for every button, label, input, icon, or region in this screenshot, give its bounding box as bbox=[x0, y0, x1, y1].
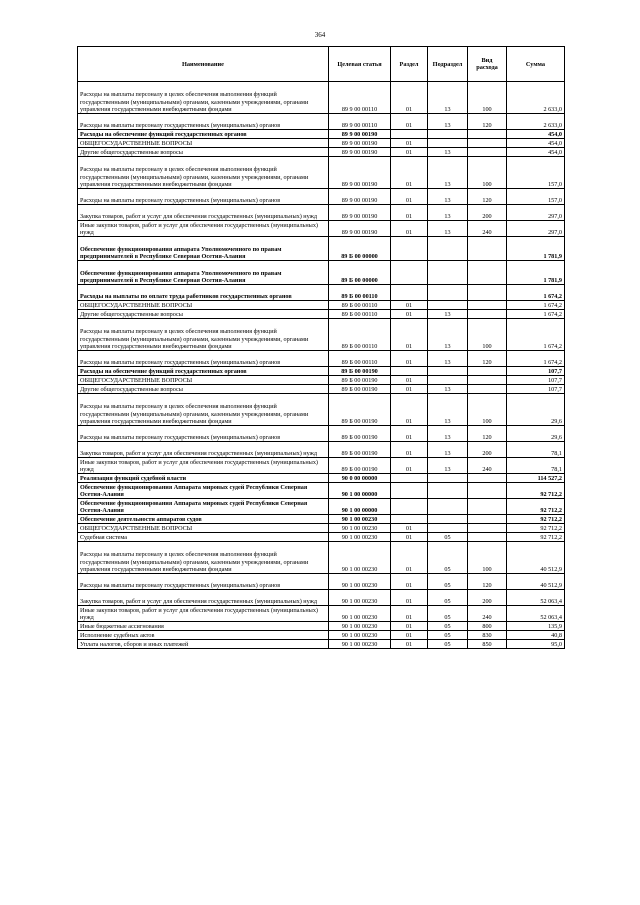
row-target-cell: 90 1 00 00230 bbox=[329, 606, 391, 622]
row-subsection-cell: 05 bbox=[428, 631, 468, 640]
row-name-cell: Реализация функций судебной власти bbox=[78, 474, 329, 483]
row-type-cell: 100 bbox=[468, 157, 507, 189]
row-target-cell: 89 Б 00 00110 bbox=[329, 351, 391, 367]
row-amount-cell: 1 781,9 bbox=[507, 261, 565, 285]
table-row bbox=[78, 385, 565, 394]
table-row bbox=[78, 319, 565, 351]
row-target-cell: 89 9 00 00190 bbox=[329, 221, 391, 237]
header-section: Раздел bbox=[391, 47, 428, 82]
table-row bbox=[78, 533, 565, 542]
table-row bbox=[78, 474, 565, 483]
table-row bbox=[78, 130, 565, 139]
row-subsection-cell: 13 bbox=[428, 351, 468, 367]
row-target-cell: 89 9 00 00190 bbox=[329, 157, 391, 189]
row-section-cell bbox=[391, 515, 428, 524]
row-amount-cell: 2 633,0 bbox=[507, 82, 565, 114]
table-row bbox=[78, 301, 565, 310]
row-type-cell: 120 bbox=[468, 574, 507, 590]
row-subsection-cell: 13 bbox=[428, 319, 468, 351]
row-amount-cell: 107,7 bbox=[507, 376, 565, 385]
row-amount-cell: 157,0 bbox=[507, 189, 565, 205]
row-subsection-cell: 13 bbox=[428, 114, 468, 130]
row-section-cell: 01 bbox=[391, 458, 428, 474]
table-row bbox=[78, 351, 565, 367]
row-type-cell: 100 bbox=[468, 394, 507, 426]
table-row bbox=[78, 574, 565, 590]
row-subsection-cell: 05 bbox=[428, 533, 468, 542]
table-row bbox=[78, 114, 565, 130]
row-subsection-cell bbox=[428, 130, 468, 139]
row-section-cell: 01 bbox=[391, 114, 428, 130]
row-subsection-cell: 05 bbox=[428, 542, 468, 574]
row-section-cell: 01 bbox=[391, 351, 428, 367]
table-body bbox=[78, 82, 565, 649]
row-section-cell bbox=[391, 367, 428, 376]
row-type-cell bbox=[468, 533, 507, 542]
row-section-cell: 01 bbox=[391, 631, 428, 640]
row-target-cell: 90 0 00 00000 bbox=[329, 474, 391, 483]
row-subsection-cell: 05 bbox=[428, 640, 468, 649]
table-row bbox=[78, 524, 565, 533]
table-row bbox=[78, 483, 565, 499]
row-name-cell: Расходы на обеспечение функций государственных органов bbox=[78, 130, 329, 139]
row-amount-cell: 2 633,0 bbox=[507, 114, 565, 130]
row-subsection-cell: 05 bbox=[428, 574, 468, 590]
row-name-cell: Обеспечение функционирования аппарата Уполномоченного по правам предпринимателей в Республике Северная Осетия-Алания bbox=[78, 261, 329, 285]
row-section-cell: 01 bbox=[391, 205, 428, 221]
row-target-cell: 89 9 00 00110 bbox=[329, 114, 391, 130]
row-name-cell: Расходы на выплаты персоналу государственных (муниципальных) органов bbox=[78, 574, 329, 590]
row-amount-cell: 40 512,9 bbox=[507, 542, 565, 574]
row-amount-cell: 107,7 bbox=[507, 385, 565, 394]
row-section-cell: 01 bbox=[391, 533, 428, 542]
row-section-cell: 01 bbox=[391, 524, 428, 533]
row-subsection-cell: 13 bbox=[428, 442, 468, 458]
row-amount-cell: 95,0 bbox=[507, 640, 565, 649]
row-subsection-cell bbox=[428, 474, 468, 483]
row-type-cell bbox=[468, 301, 507, 310]
row-subsection-cell: 13 bbox=[428, 221, 468, 237]
row-type-cell: 240 bbox=[468, 606, 507, 622]
row-name-cell: Другие общегосударственные вопросы bbox=[78, 148, 329, 157]
row-target-cell: 90 1 00 00230 bbox=[329, 574, 391, 590]
header-subsection: Подраздел bbox=[428, 47, 468, 82]
row-amount-cell: 107,7 bbox=[507, 367, 565, 376]
table-row bbox=[78, 237, 565, 261]
table-row bbox=[78, 606, 565, 622]
row-name-cell: Закупка товаров, работ и услуг для обеспечения государственных (муниципальных) нужд bbox=[78, 205, 329, 221]
row-name-cell: Расходы на выплаты персоналу государственных (муниципальных) органов bbox=[78, 426, 329, 442]
row-name-cell: Расходы на выплаты по оплате труда работников государственных органов bbox=[78, 285, 329, 301]
budget-table bbox=[77, 46, 565, 649]
row-target-cell: 89 Б 00 00190 bbox=[329, 426, 391, 442]
row-amount-cell: 454,0 bbox=[507, 139, 565, 148]
table-row bbox=[78, 261, 565, 285]
table-row bbox=[78, 515, 565, 524]
row-subsection-cell bbox=[428, 515, 468, 524]
row-name-cell: Судебная система bbox=[78, 533, 329, 542]
row-section-cell: 01 bbox=[391, 426, 428, 442]
table-row bbox=[78, 622, 565, 631]
row-target-cell: 90 1 00 00230 bbox=[329, 590, 391, 606]
row-target-cell: 89 9 00 00190 bbox=[329, 205, 391, 221]
row-target-cell: 89 9 00 00190 bbox=[329, 148, 391, 157]
row-name-cell: ОБЩЕГОСУДАРСТВЕННЫЕ ВОПРОСЫ bbox=[78, 376, 329, 385]
row-amount-cell: 454,0 bbox=[507, 130, 565, 139]
row-amount-cell: 297,0 bbox=[507, 221, 565, 237]
row-name-cell: Расходы на выплаты персоналу в целях обеспечения выполнения функций государственными (муниципальными) органами, казенными учреждениями, органами управления государственными внебюджетными фондами bbox=[78, 82, 329, 114]
row-target-cell: 89 9 00 00190 bbox=[329, 189, 391, 205]
row-type-cell: 200 bbox=[468, 205, 507, 221]
table-row bbox=[78, 426, 565, 442]
row-target-cell: 89 9 00 00110 bbox=[329, 82, 391, 114]
row-subsection-cell: 13 bbox=[428, 426, 468, 442]
table-row bbox=[78, 394, 565, 426]
row-subsection-cell bbox=[428, 237, 468, 261]
row-section-cell: 01 bbox=[391, 385, 428, 394]
table-row bbox=[78, 82, 565, 114]
row-amount-cell: 297,0 bbox=[507, 205, 565, 221]
row-subsection-cell: 05 bbox=[428, 606, 468, 622]
row-target-cell: 90 1 00 00230 bbox=[329, 524, 391, 533]
row-amount-cell: 92 712,2 bbox=[507, 515, 565, 524]
row-target-cell: 89 Б 00 00190 bbox=[329, 367, 391, 376]
row-section-cell: 01 bbox=[391, 442, 428, 458]
row-subsection-cell bbox=[428, 139, 468, 148]
row-target-cell: 89 Б 00 00000 bbox=[329, 237, 391, 261]
row-subsection-cell: 13 bbox=[428, 205, 468, 221]
row-amount-cell: 78,1 bbox=[507, 458, 565, 474]
row-subsection-cell bbox=[428, 261, 468, 285]
row-section-cell: 01 bbox=[391, 376, 428, 385]
table-row bbox=[78, 139, 565, 148]
row-type-cell bbox=[468, 376, 507, 385]
row-name-cell: Расходы на выплаты персоналу государственных (муниципальных) органов bbox=[78, 114, 329, 130]
row-name-cell: Расходы на выплаты персоналу государственных (муниципальных) органов bbox=[78, 351, 329, 367]
row-amount-cell: 454,0 bbox=[507, 148, 565, 157]
row-amount-cell: 157,0 bbox=[507, 157, 565, 189]
row-subsection-cell bbox=[428, 376, 468, 385]
row-subsection-cell: 13 bbox=[428, 394, 468, 426]
table-row bbox=[78, 221, 565, 237]
row-target-cell: 89 Б 00 00000 bbox=[329, 261, 391, 285]
row-name-cell: Уплата налогов, сборов и иных платежей bbox=[78, 640, 329, 649]
table-row bbox=[78, 499, 565, 515]
row-name-cell: Обеспечение функционирования аппарата Уполномоченного по правам предпринимателей в Республике Северная Осетия-Алания bbox=[78, 237, 329, 261]
row-amount-cell: 52 063,4 bbox=[507, 590, 565, 606]
table-row bbox=[78, 590, 565, 606]
page-number: 364 bbox=[314, 31, 326, 39]
row-target-cell: 90 1 00 00230 bbox=[329, 640, 391, 649]
row-target-cell: 89 9 00 00190 bbox=[329, 130, 391, 139]
row-amount-cell: 78,1 bbox=[507, 442, 565, 458]
table-row bbox=[78, 189, 565, 205]
row-name-cell: Иные бюджетные ассигнования bbox=[78, 622, 329, 631]
row-target-cell: 90 1 00 00230 bbox=[329, 542, 391, 574]
row-name-cell: Обеспечение функционирования Аппарата мировых судей Республики Северная Осетия-Алания bbox=[78, 499, 329, 515]
row-section-cell: 01 bbox=[391, 157, 428, 189]
row-target-cell: 90 1 00 00230 bbox=[329, 533, 391, 542]
row-name-cell: Закупка товаров, работ и услуг для обеспечения государственных (муниципальных) нужд bbox=[78, 590, 329, 606]
table-row bbox=[78, 148, 565, 157]
row-section-cell: 01 bbox=[391, 82, 428, 114]
row-amount-cell: 1 674,2 bbox=[507, 285, 565, 301]
row-name-cell: Исполнение судебных актов bbox=[78, 631, 329, 640]
row-type-cell: 240 bbox=[468, 458, 507, 474]
row-section-cell: 01 bbox=[391, 542, 428, 574]
row-subsection-cell bbox=[428, 285, 468, 301]
row-amount-cell: 29,6 bbox=[507, 426, 565, 442]
row-target-cell: 89 Б 00 00110 bbox=[329, 285, 391, 301]
table-row bbox=[78, 542, 565, 574]
row-target-cell: 89 Б 00 00110 bbox=[329, 319, 391, 351]
row-amount-cell: 92 712,2 bbox=[507, 483, 565, 499]
row-type-cell: 800 bbox=[468, 622, 507, 631]
row-type-cell bbox=[468, 148, 507, 157]
row-type-cell bbox=[468, 237, 507, 261]
row-amount-cell: 52 063,4 bbox=[507, 606, 565, 622]
row-name-cell: Иные закупки товаров, работ и услуг для обеспечения государственных (муниципальных) нужд bbox=[78, 221, 329, 237]
row-type-cell bbox=[468, 385, 507, 394]
table-row bbox=[78, 631, 565, 640]
row-type-cell: 120 bbox=[468, 114, 507, 130]
row-type-cell bbox=[468, 310, 507, 319]
row-amount-cell: 1 781,9 bbox=[507, 237, 565, 261]
row-type-cell bbox=[468, 367, 507, 376]
row-target-cell: 89 9 00 00190 bbox=[329, 139, 391, 148]
row-subsection-cell bbox=[428, 367, 468, 376]
row-amount-cell: 92 712,2 bbox=[507, 524, 565, 533]
row-section-cell: 01 bbox=[391, 394, 428, 426]
row-name-cell: Обеспечение деятельности аппаратов судов bbox=[78, 515, 329, 524]
table-row bbox=[78, 458, 565, 474]
row-section-cell bbox=[391, 237, 428, 261]
row-type-cell: 830 bbox=[468, 631, 507, 640]
table-row bbox=[78, 640, 565, 649]
row-subsection-cell: 13 bbox=[428, 148, 468, 157]
row-target-cell: 89 Б 00 00190 bbox=[329, 394, 391, 426]
row-type-cell bbox=[468, 130, 507, 139]
row-amount-cell: 1 674,2 bbox=[507, 319, 565, 351]
row-section-cell: 01 bbox=[391, 622, 428, 631]
row-name-cell: ОБЩЕГОСУДАРСТВЕННЫЕ ВОПРОСЫ bbox=[78, 524, 329, 533]
row-section-cell: 01 bbox=[391, 590, 428, 606]
row-name-cell: Иные закупки товаров, работ и услуг для обеспечения государственных (муниципальных) нужд bbox=[78, 606, 329, 622]
row-type-cell: 850 bbox=[468, 640, 507, 649]
row-section-cell: 01 bbox=[391, 574, 428, 590]
row-target-cell: 89 Б 00 00190 bbox=[329, 376, 391, 385]
row-target-cell: 89 Б 00 00110 bbox=[329, 301, 391, 310]
row-name-cell: Расходы на выплаты персоналу в целях обеспечения выполнения функций государственными (муниципальными) органами, казенными учреждениями, органами управления государственными внебюджетными фондами bbox=[78, 542, 329, 574]
header-name: Наименование bbox=[78, 47, 329, 82]
row-type-cell: 120 bbox=[468, 189, 507, 205]
row-section-cell bbox=[391, 130, 428, 139]
table-row bbox=[78, 205, 565, 221]
row-target-cell: 90 1 00 00230 bbox=[329, 631, 391, 640]
row-section-cell: 01 bbox=[391, 319, 428, 351]
row-type-cell bbox=[468, 285, 507, 301]
row-subsection-cell: 05 bbox=[428, 590, 468, 606]
header-expense-type: Вид расхода bbox=[468, 47, 507, 82]
row-amount-cell: 92 712,2 bbox=[507, 499, 565, 515]
row-subsection-cell bbox=[428, 483, 468, 499]
row-name-cell: Расходы на обеспечение функций государственных органов bbox=[78, 367, 329, 376]
row-subsection-cell: 13 bbox=[428, 157, 468, 189]
row-name-cell: Расходы на выплаты персоналу государственных (муниципальных) органов bbox=[78, 189, 329, 205]
table-row bbox=[78, 310, 565, 319]
row-subsection-cell bbox=[428, 301, 468, 310]
row-amount-cell: 40 512,9 bbox=[507, 574, 565, 590]
table-row bbox=[78, 442, 565, 458]
row-name-cell: Расходы на выплаты персоналу в целях обеспечения выполнения функций государственными (муниципальными) органами, казенными учреждениями, органами управления государственными внебюджетными фондами bbox=[78, 394, 329, 426]
row-amount-cell: 40,8 bbox=[507, 631, 565, 640]
row-section-cell: 01 bbox=[391, 148, 428, 157]
row-target-cell: 90 1 00 00000 bbox=[329, 483, 391, 499]
row-name-cell: Обеспечение функционирования Аппарата мировых судей Республики Северная Осетия-Алания bbox=[78, 483, 329, 499]
row-section-cell bbox=[391, 474, 428, 483]
row-target-cell: 89 Б 00 00190 bbox=[329, 458, 391, 474]
header-target: Целевая статья bbox=[329, 47, 391, 82]
row-target-cell: 89 Б 00 00110 bbox=[329, 310, 391, 319]
row-target-cell: 89 Б 00 00190 bbox=[329, 442, 391, 458]
row-section-cell: 01 bbox=[391, 139, 428, 148]
table-row bbox=[78, 285, 565, 301]
row-section-cell bbox=[391, 499, 428, 515]
table-row bbox=[78, 367, 565, 376]
row-target-cell: 89 Б 00 00190 bbox=[329, 385, 391, 394]
row-type-cell: 120 bbox=[468, 351, 507, 367]
row-name-cell: Другие общегосударственные вопросы bbox=[78, 385, 329, 394]
row-amount-cell: 1 674,2 bbox=[507, 310, 565, 319]
row-section-cell: 01 bbox=[391, 189, 428, 205]
row-section-cell: 01 bbox=[391, 606, 428, 622]
row-subsection-cell: 13 bbox=[428, 458, 468, 474]
row-type-cell: 100 bbox=[468, 82, 507, 114]
row-section-cell: 01 bbox=[391, 640, 428, 649]
row-type-cell: 120 bbox=[468, 426, 507, 442]
row-name-cell: Другие общегосударственные вопросы bbox=[78, 310, 329, 319]
row-section-cell bbox=[391, 483, 428, 499]
row-type-cell bbox=[468, 261, 507, 285]
row-subsection-cell bbox=[428, 499, 468, 515]
row-subsection-cell bbox=[428, 524, 468, 533]
row-target-cell: 90 1 00 00230 bbox=[329, 622, 391, 631]
row-type-cell bbox=[468, 499, 507, 515]
row-type-cell bbox=[468, 139, 507, 148]
row-amount-cell: 92 712,2 bbox=[507, 533, 565, 542]
row-type-cell: 200 bbox=[468, 590, 507, 606]
row-name-cell: Закупка товаров, работ и услуг для обеспечения государственных (муниципальных) нужд bbox=[78, 442, 329, 458]
table-header-row bbox=[78, 47, 565, 82]
row-type-cell: 200 bbox=[468, 442, 507, 458]
row-name-cell: Иные закупки товаров, работ и услуг для обеспечения государственных (муниципальных) нужд bbox=[78, 458, 329, 474]
row-type-cell: 100 bbox=[468, 542, 507, 574]
row-type-cell bbox=[468, 515, 507, 524]
row-subsection-cell: 13 bbox=[428, 189, 468, 205]
row-amount-cell: 114 527,2 bbox=[507, 474, 565, 483]
row-section-cell: 01 bbox=[391, 310, 428, 319]
row-type-cell bbox=[468, 483, 507, 499]
row-name-cell: ОБЩЕГОСУДАРСТВЕННЫЕ ВОПРОСЫ bbox=[78, 301, 329, 310]
row-type-cell bbox=[468, 524, 507, 533]
row-amount-cell: 1 674,2 bbox=[507, 351, 565, 367]
row-section-cell: 01 bbox=[391, 301, 428, 310]
row-type-cell bbox=[468, 474, 507, 483]
row-amount-cell: 135,9 bbox=[507, 622, 565, 631]
row-type-cell: 100 bbox=[468, 319, 507, 351]
row-amount-cell: 1 674,2 bbox=[507, 301, 565, 310]
table-row bbox=[78, 376, 565, 385]
header-amount: Сумма bbox=[507, 47, 565, 82]
row-subsection-cell: 13 bbox=[428, 385, 468, 394]
row-subsection-cell: 05 bbox=[428, 622, 468, 631]
row-target-cell: 90 1 00 00000 bbox=[329, 499, 391, 515]
row-type-cell: 240 bbox=[468, 221, 507, 237]
row-amount-cell: 29,6 bbox=[507, 394, 565, 426]
row-name-cell: ОБЩЕГОСУДАРСТВЕННЫЕ ВОПРОСЫ bbox=[78, 139, 329, 148]
row-name-cell: Расходы на выплаты персоналу в целях обеспечения выполнения функций государственными (муниципальными) органами, казенными учреждениями, органами управления государственными внебюджетными фондами bbox=[78, 157, 329, 189]
row-subsection-cell: 13 bbox=[428, 82, 468, 114]
row-section-cell bbox=[391, 261, 428, 285]
row-target-cell: 90 1 00 00230 bbox=[329, 515, 391, 524]
row-section-cell bbox=[391, 285, 428, 301]
row-name-cell: Расходы на выплаты персоналу в целях обеспечения выполнения функций государственными (муниципальными) органами, казенными учреждениями, органами управления государственными внебюджетными фондами bbox=[78, 319, 329, 351]
row-subsection-cell: 13 bbox=[428, 310, 468, 319]
table-row bbox=[78, 157, 565, 189]
row-section-cell: 01 bbox=[391, 221, 428, 237]
